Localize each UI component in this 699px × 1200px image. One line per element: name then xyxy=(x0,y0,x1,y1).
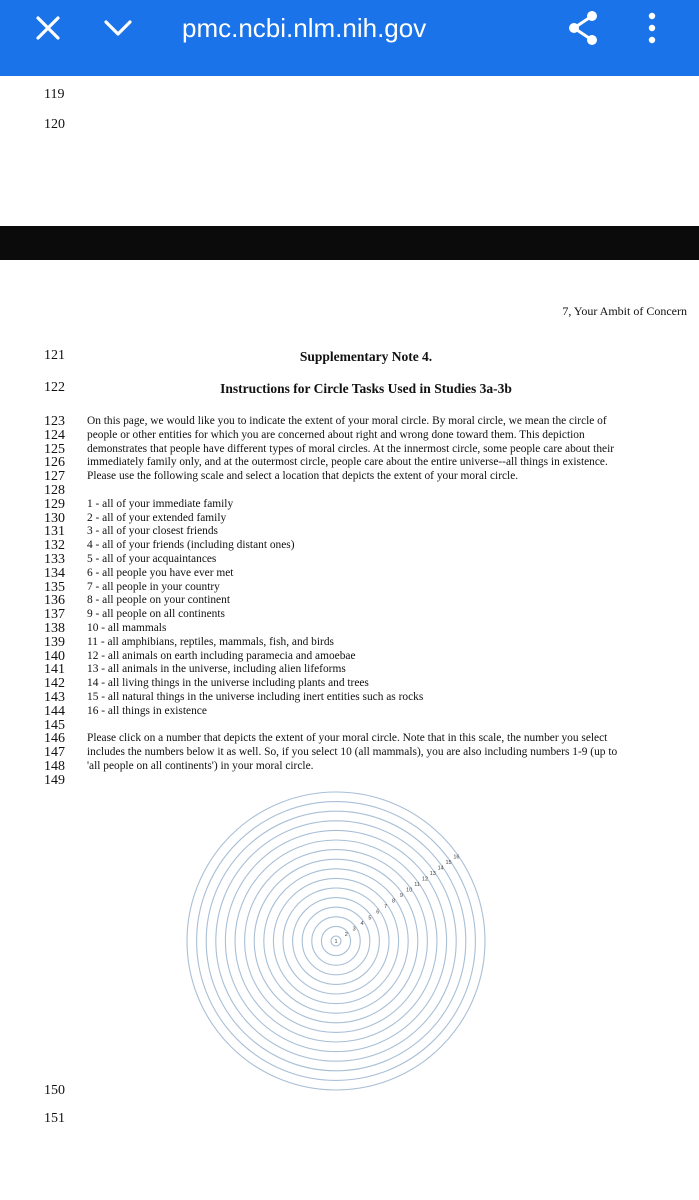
line-number: 138 xyxy=(44,620,65,636)
more-vert-icon[interactable] xyxy=(632,8,672,48)
line-number: 136 xyxy=(44,593,65,609)
body-line: 11 - all amphibians, reptiles, mammals, fish, and birds xyxy=(87,635,334,648)
body-line xyxy=(87,719,667,733)
line-number: 123 xyxy=(44,414,65,429)
line-number: 134 xyxy=(44,565,65,581)
line-number: 145 xyxy=(44,717,65,733)
body-line: 3 - all of your closest friends xyxy=(87,525,218,538)
circle-number-label[interactable]: 11 xyxy=(414,882,420,889)
body-line-numbers xyxy=(44,415,65,788)
body-line: immediately family only, and at the outermost circle, people care about the entire universe--all things in existence. xyxy=(87,456,608,469)
circle-number-label[interactable]: 14 xyxy=(437,865,444,872)
line-number: 126 xyxy=(44,455,65,471)
line-number: 131 xyxy=(44,524,65,540)
line-number: 120 xyxy=(44,117,65,132)
line-number: 137 xyxy=(44,607,65,623)
line-number: 128 xyxy=(44,482,65,498)
body-line: includes the numbers below it as well. So, if you select 10 (all mammals), you are also including numbers 1-9 (up to xyxy=(87,746,618,759)
circle-number-label[interactable]: 6 xyxy=(376,909,380,916)
line-number: 141 xyxy=(44,662,65,678)
line-number: 147 xyxy=(44,745,65,761)
body-text xyxy=(87,415,667,788)
line-number: 140 xyxy=(44,648,65,664)
section-title: Supplementary Note 4. xyxy=(299,349,433,364)
line-number: 150 xyxy=(44,1083,65,1098)
concentric-circles-svg[interactable] xyxy=(180,785,492,1097)
body-line: 6 - all people you have ever met xyxy=(87,566,234,579)
body-line: 10 - all mammals xyxy=(87,621,167,634)
circle-number-label[interactable]: 7 xyxy=(384,904,388,911)
line-number: 135 xyxy=(44,579,65,595)
line-number: 149 xyxy=(44,772,65,788)
body-line: Please click on a number that depicts the extent of your moral circle. Note that in this scale, the number you select xyxy=(87,732,608,745)
circle-number-label[interactable]: 15 xyxy=(445,860,452,867)
circle-number-label[interactable]: 1 xyxy=(334,939,338,945)
line-number: 129 xyxy=(44,496,65,512)
circle-number-label[interactable]: 10 xyxy=(406,887,413,894)
body-line: 5 - all of your acquaintances xyxy=(87,552,217,565)
body-line: 'all people on all continents') in your moral circle. xyxy=(87,759,314,772)
body-line: 7 - all people in your country xyxy=(87,580,220,593)
line-number: 151 xyxy=(44,1111,65,1126)
body-line: 15 - all natural things in the universe including inert entities such as rocks xyxy=(87,690,424,703)
body-line: 12 - all animals on earth including paramecia and amoebae xyxy=(87,649,356,662)
line-number: 146 xyxy=(44,731,65,747)
body-line: 13 - all animals in the universe, including alien lifeforms xyxy=(87,663,346,676)
line-number: 124 xyxy=(44,427,65,443)
section-subtitle: Instructions for Circle Tasks Used in Studies 3a-3b xyxy=(220,381,512,396)
body-line: 4 - all of your friends (including distant ones) xyxy=(87,539,295,552)
circle-number-label[interactable]: 13 xyxy=(429,871,436,878)
line-number: 121 xyxy=(44,348,65,363)
page-separator xyxy=(0,226,699,260)
chevron-down-icon[interactable] xyxy=(98,8,138,48)
running-header: 7, Your Ambit of Concern xyxy=(562,304,687,318)
line-number: 130 xyxy=(44,510,65,526)
body-line: 14 - all living things in the universe including plants and trees xyxy=(87,677,369,690)
url-text[interactable]: pmc.ncbi.nlm.nih.gov xyxy=(182,13,427,43)
line-number: 139 xyxy=(44,634,65,650)
body-line xyxy=(87,484,667,498)
line-number: 144 xyxy=(44,703,65,719)
body-line: 16 - all things in existence xyxy=(87,704,207,717)
browser-top-bar xyxy=(0,0,699,76)
circle-number-label[interactable]: 3 xyxy=(352,926,356,933)
body-line: On this page, we would like you to indicate the extent of your moral circle. By moral circle, we mean the circle of xyxy=(87,415,607,427)
circle-number-label[interactable]: 16 xyxy=(453,854,460,861)
body-line: demonstrates that people have different types of moral circles. At the innermost circle, some people care about their xyxy=(87,442,615,455)
line-number: 125 xyxy=(44,441,65,457)
circle-number-label[interactable]: 4 xyxy=(360,920,364,927)
moral-circle-figure[interactable] xyxy=(180,785,492,1097)
circle-number-label[interactable]: 9 xyxy=(399,893,403,900)
circle-number-label[interactable]: 12 xyxy=(421,876,429,883)
line-number: 119 xyxy=(44,87,65,102)
body-line: 2 - all of your extended family xyxy=(87,511,227,524)
line-number: 122 xyxy=(44,380,65,395)
line-number: 127 xyxy=(44,469,65,485)
circle-number-label[interactable]: 5 xyxy=(368,915,372,922)
line-number: 148 xyxy=(44,758,65,774)
line-number: 132 xyxy=(44,538,65,554)
body-line: Please use the following scale and select a location that depicts the extent of your moral circle. xyxy=(87,470,519,483)
body-line: 9 - all people on all continents xyxy=(87,608,225,621)
circle-number-label[interactable]: 2 xyxy=(344,931,348,938)
share-icon[interactable] xyxy=(564,8,604,48)
line-number: 143 xyxy=(44,689,65,705)
line-number: 133 xyxy=(44,551,65,567)
body-line: 1 - all of your immediate family xyxy=(87,497,234,510)
close-icon[interactable] xyxy=(28,8,68,48)
line-number: 142 xyxy=(44,676,65,692)
body-line: 8 - all people on your continent xyxy=(87,594,230,607)
circle-number-label[interactable]: 8 xyxy=(391,898,396,905)
body-line: people or other entities for which you are concerned about right and wrong done toward them. This depiction xyxy=(87,428,585,441)
